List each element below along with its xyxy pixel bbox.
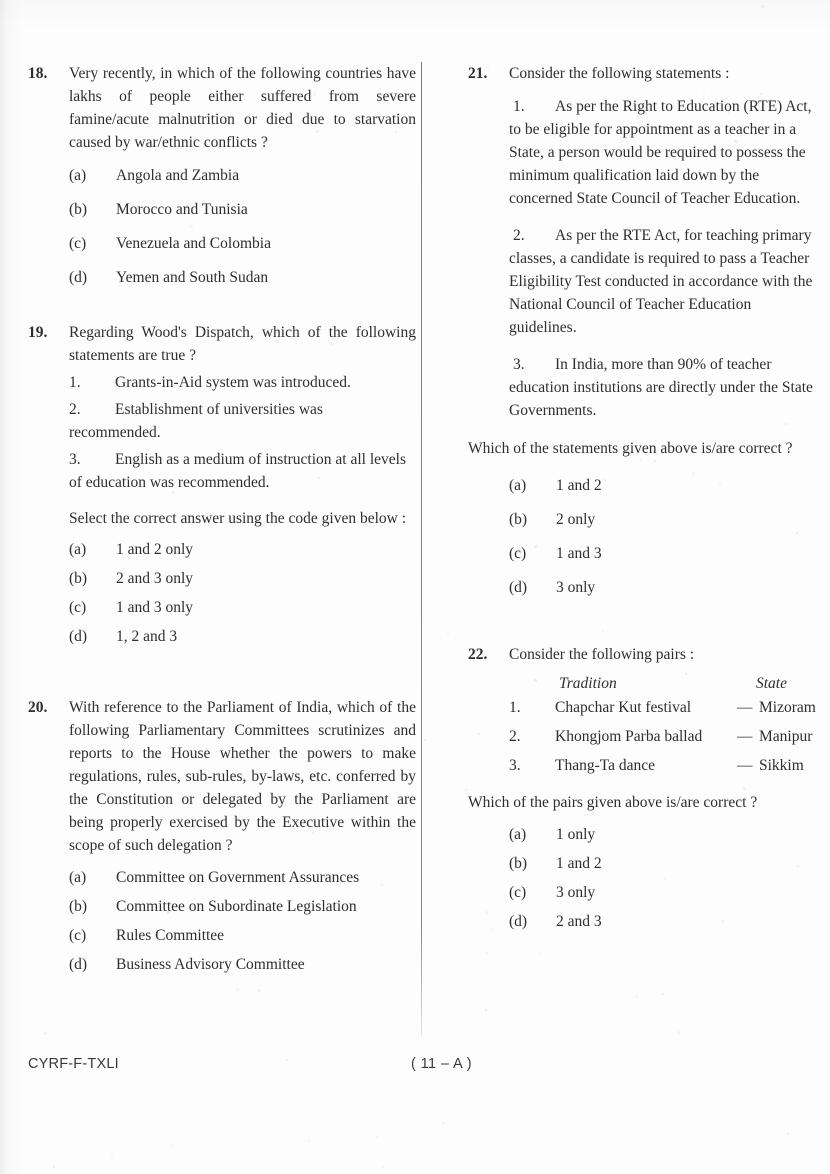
question-number: 18. (28, 65, 48, 82)
option-b[interactable] (69, 567, 416, 590)
option-key: (b) (509, 511, 528, 528)
statement-number: 1. (69, 374, 81, 391)
option-b[interactable] (69, 198, 416, 221)
option-text: 1 and 2 (556, 855, 602, 872)
pair-dash: — (737, 757, 753, 774)
footer-page-number: ( 11 – A ) (411, 1056, 472, 1072)
pair-tradition: Khongjom Parba ballad (555, 728, 703, 745)
option-text: 2 only (556, 511, 596, 528)
option-text: Rules Committee (116, 927, 225, 944)
question-20 (28, 696, 416, 976)
pair-state: Manipur (759, 728, 813, 745)
option-c[interactable] (69, 232, 416, 255)
option-key: (d) (509, 913, 528, 930)
option-key: (c) (69, 927, 87, 944)
question-19 (28, 321, 416, 648)
answer-instruction: Select the correct answer using the code given below : (69, 510, 407, 527)
option-key: (b) (69, 201, 88, 218)
option-text: 1 and 2 only (116, 541, 194, 558)
page-footer (28, 1056, 802, 1080)
option-text: Committee on Government Assurances (116, 869, 360, 886)
option-c[interactable] (69, 596, 416, 619)
option-text: 2 and 3 only (116, 570, 194, 587)
option-key: (a) (509, 477, 527, 494)
options-list (509, 474, 820, 599)
question-stem: Very recently, in which of the following countries have lakhs of people either suffered from severe famine/acute malnutrition or died due to starvation caused by war/ethnic conflicts ? (69, 65, 416, 151)
pair-tradition: Chapchar Kut festival (555, 699, 692, 716)
option-c[interactable] (69, 924, 416, 947)
option-key: (a) (69, 167, 87, 184)
column-header-tradition: Tradition (559, 675, 617, 692)
table-row (509, 754, 820, 783)
statement-number: 2. (513, 227, 525, 244)
right-column (468, 62, 820, 959)
option-key: (a) (509, 826, 527, 843)
statement-1 (509, 95, 820, 210)
question-stem: With reference to the Parliament of India, which of the following Parliamentary Committees scrutinizes and reports to the House whether the powers to make regulations, rules, sub-rules, by-laws, etc. conferred by the Constitution or delegated by the Parliament are being properly exercised by the Executive within the scope of such delegation ? (69, 699, 416, 854)
option-text: 2 and 3 (556, 913, 602, 930)
pair-number: 2. (509, 728, 521, 745)
option-text: 3 only (556, 884, 596, 901)
option-key: (d) (69, 628, 88, 645)
statement-text: As per the RTE Act, for teaching primary classes, a candidate is required to pass a Teacher Eligibility Test conducted in accordance with the National Council of Teacher Education guidelines. (509, 227, 813, 336)
option-text: Committee on Subordinate Legislation (116, 898, 357, 915)
statement-3 (509, 353, 820, 422)
option-key: (b) (69, 570, 88, 587)
pair-dash: — (737, 728, 753, 745)
statement-3 (69, 448, 416, 494)
pairs-table (509, 672, 820, 783)
question-22 (468, 643, 820, 933)
column-header-state: State (756, 675, 787, 692)
option-c[interactable] (509, 542, 820, 565)
pair-number: 3. (509, 757, 521, 774)
pair-number: 1. (509, 699, 521, 716)
option-text: Business Advisory Committee (116, 956, 305, 973)
options-list (69, 538, 416, 648)
option-a[interactable] (69, 538, 416, 561)
statements-list (509, 95, 820, 422)
option-text: 1 only (556, 826, 596, 843)
option-key: (d) (509, 579, 528, 596)
option-d[interactable] (509, 576, 820, 599)
option-text: Yemen and South Sudan (116, 269, 269, 286)
statement-text: Establishment of universities was recommended. (69, 401, 323, 441)
statement-number: 1. (513, 98, 525, 115)
question-21 (468, 62, 820, 599)
option-text: Angola and Zambia (116, 167, 240, 184)
option-key: (d) (69, 956, 88, 973)
option-text: 1 and 3 (556, 545, 602, 562)
option-a[interactable] (69, 866, 416, 889)
option-key: (b) (509, 855, 528, 872)
pair-tradition: Thang-Ta dance (555, 757, 656, 774)
left-column (28, 62, 416, 1002)
option-a[interactable] (509, 823, 820, 846)
option-text: 1, 2 and 3 (116, 628, 178, 645)
option-key: (a) (69, 541, 87, 558)
options-list (69, 866, 416, 976)
option-d[interactable] (69, 625, 416, 648)
option-key: (c) (509, 545, 527, 562)
statement-number: 3. (69, 451, 81, 468)
option-b[interactable] (509, 852, 820, 875)
statement-text: English as a medium of instruction at all levels of education was recommended. (69, 451, 406, 491)
option-key: (c) (69, 599, 87, 616)
statement-text: As per the Right to Education (RTE) Act, to be eligible for appointment as a teacher in a State, a person would be required to possess the minimum qualification laid down by the concerned State Council of Teacher Education. (509, 98, 812, 207)
option-key: (b) (69, 898, 88, 915)
option-b[interactable] (69, 895, 416, 918)
statement-number: 2. (69, 401, 81, 418)
table-row (509, 696, 820, 725)
option-d[interactable] (69, 266, 416, 289)
statement-number: 3. (513, 356, 525, 373)
answer-instruction: Which of the statements given above is/are correct ? (468, 440, 793, 457)
option-d[interactable] (509, 910, 820, 933)
statement-text: Grants-in-Aid system was introduced. (115, 374, 351, 391)
option-key: (d) (69, 269, 88, 286)
statement-1 (69, 371, 416, 394)
question-number: 19. (28, 324, 48, 341)
pair-state: Sikkim (759, 757, 804, 774)
option-text: 1 and 2 (556, 477, 602, 494)
table-row (509, 725, 820, 754)
question-stem: Consider the following statements : (509, 65, 730, 82)
pair-dash: — (737, 699, 753, 716)
option-a[interactable] (69, 164, 416, 187)
question-18 (28, 62, 416, 289)
question-number: 22. (468, 646, 488, 663)
question-stem: Consider the following pairs : (509, 646, 695, 663)
option-key: (a) (69, 869, 87, 886)
answer-instruction: Which of the pairs given above is/are correct ? (468, 794, 758, 811)
pairs-table-header-row (509, 672, 820, 696)
question-number: 21. (468, 65, 488, 82)
column-divider-rule (421, 62, 422, 1040)
option-c[interactable] (509, 881, 820, 904)
question-number: 20. (28, 699, 48, 716)
footer-paper-code: CYRF-F-TXLI (28, 1056, 119, 1072)
option-text: Morocco and Tunisia (116, 201, 248, 218)
option-d[interactable] (69, 953, 416, 976)
question-stem: Regarding Wood's Dispatch, which of the following statements are true ? (69, 324, 416, 364)
statement-2 (509, 224, 820, 339)
option-b[interactable] (509, 508, 820, 531)
statement-2 (69, 398, 416, 444)
option-key: (c) (69, 235, 87, 252)
pair-state: Mizoram (759, 699, 816, 716)
option-key: (c) (509, 884, 527, 901)
option-text: 1 and 3 only (116, 599, 194, 616)
statement-text: In India, more than 90% of teacher education institutions are directly under the State Governments. (509, 356, 813, 419)
options-list (509, 823, 820, 933)
options-list (69, 164, 416, 289)
option-text: Venezuela and Colombia (116, 235, 271, 252)
option-a[interactable] (509, 474, 820, 497)
option-text: 3 only (556, 579, 596, 596)
statements-list (69, 371, 416, 494)
